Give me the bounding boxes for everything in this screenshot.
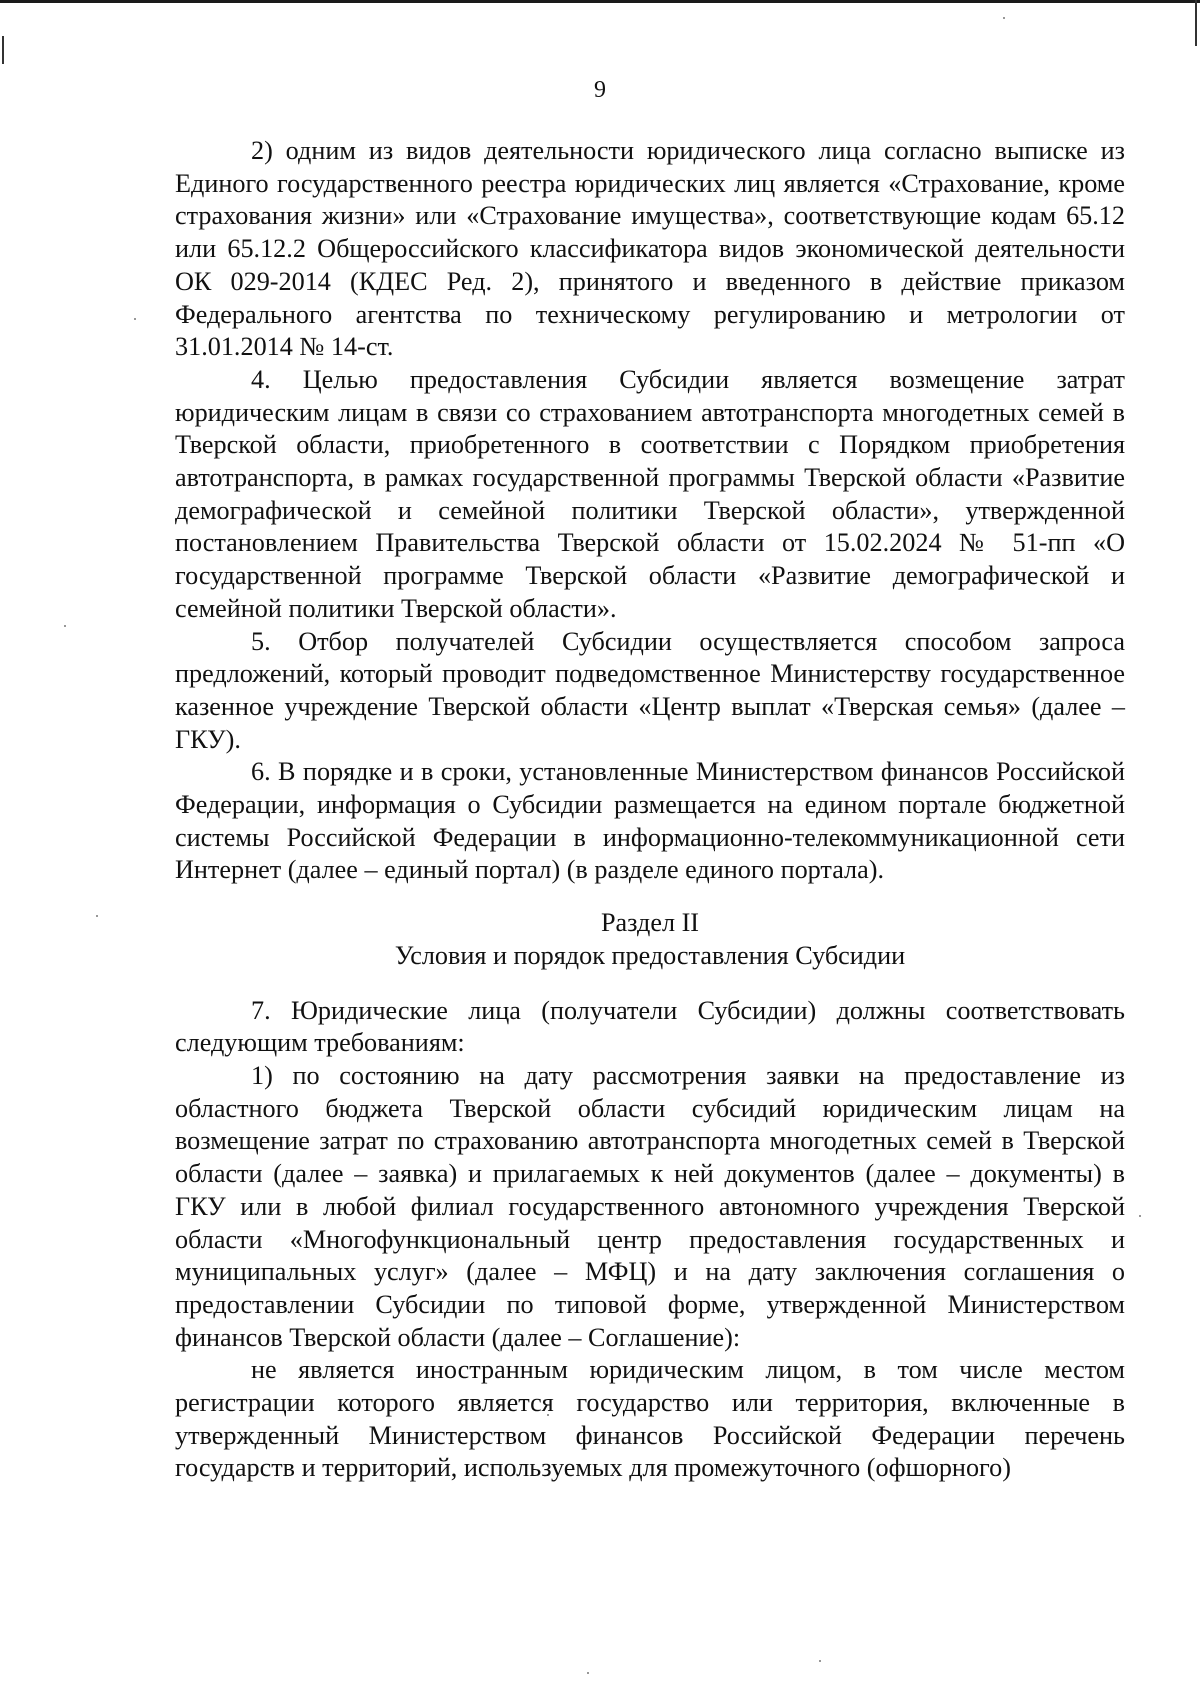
document-body xyxy=(175,135,1125,1485)
scan-edge-mark xyxy=(2,36,4,64)
scan-speck xyxy=(1003,17,1005,19)
scan-edge-mark xyxy=(1195,0,1197,46)
paragraph-purpose: 4. Целью предоставления Субсидии является возмещение затрат юридическим лицам в связи со страхованием автотранспорта многодетных семей в Тверской области, приобретенного в соответствии с Порядком приобретения автотранспорта, в рамках государственной программы Тверской области «Развитие демографической и семейной политики Тверской области», утвержденной постановлением Правительства Тверской области от 15.02.2024 № 51-пп «О государственной программе Тверской области «Развитие демографической и семейной политики Тверской области». xyxy=(175,364,1125,623)
scan-speck xyxy=(64,625,66,627)
section-label: Раздел II xyxy=(600,908,700,938)
paragraph-okved-codes: 2) одним из видов деятельности юридического лица согласно выписке из Единого государственного реестра юридических лиц является «Страхование, кроме страхования жизни» или «Страхование имущества», соответствующие кодам 65.12 или 65.12.2 Общероссийского классификатора видов экономической деятельности ОК 029-2014 (КДЕС Ред. 2), принятого и введенного в действие приказом Федерального агентства по техническому регулированию и метрологии от 31.01.2014 № 14-ст. xyxy=(175,136,1125,362)
section-title: Условия и порядок предоставления Субсидии xyxy=(394,940,906,970)
paragraph-application-date: 1) по состоянию на дату рассмотрения заявки на предоставление из областного бюджета Тверской области субсидий юридическим лицам на возмещение затрат по страхованию автотранспорта многодетных семей в Тверской области (далее – заявка) и прилагаемых к ней документов (далее – документы) в ГКУ или в любой филиал государственного автономного учреждения Тверской области «Многофункциональный центр предоставления государственных и муниципальных услуг» (далее – МФЦ) и на дату заключения соглашения о предоставлении Субсидии по типовой форме, утвержденной Министерством финансов Тверской области (далее – Соглашение): xyxy=(175,1060,1125,1352)
paragraph-requirements: 7. Юридические лица (получатели Субсидии) должны соответствовать следующим требованиям: xyxy=(175,995,1125,1058)
scan-speck xyxy=(96,915,98,917)
paragraph-not-foreign: не является иностранным юридическим лицом, в том числе местом регистрации которого является государство или территория, включенные в утвержденный Министерством финансов Российской Федерации перечень государств и территорий, используемых для промежуточного (офшорного) xyxy=(175,1355,1125,1483)
page-number: 9 xyxy=(594,77,606,103)
scan-speck xyxy=(819,1660,821,1662)
scan-speck xyxy=(134,318,136,320)
paragraph-selection: 5. Отбор получателей Субсидии осуществляется способом запроса предложений, который проводит подведомственное Министерству государственное казенное учреждение Тверской области «Центр выплат «Тверская семья» (далее – ГКУ). xyxy=(175,626,1125,754)
scan-edge-line xyxy=(0,0,1200,3)
scan-speck xyxy=(1139,1215,1141,1217)
paragraph-publication: 6. В порядке и в сроки, установленные Министерством финансов Российской Федерации, информация о Субсидии размещается на едином портале бюджетной системы Российской Федерации в информационно-телекоммуникационной сети Интернет (далее – единый портал) (в разделе единого портала). xyxy=(175,757,1125,885)
scan-speck xyxy=(587,1672,589,1674)
